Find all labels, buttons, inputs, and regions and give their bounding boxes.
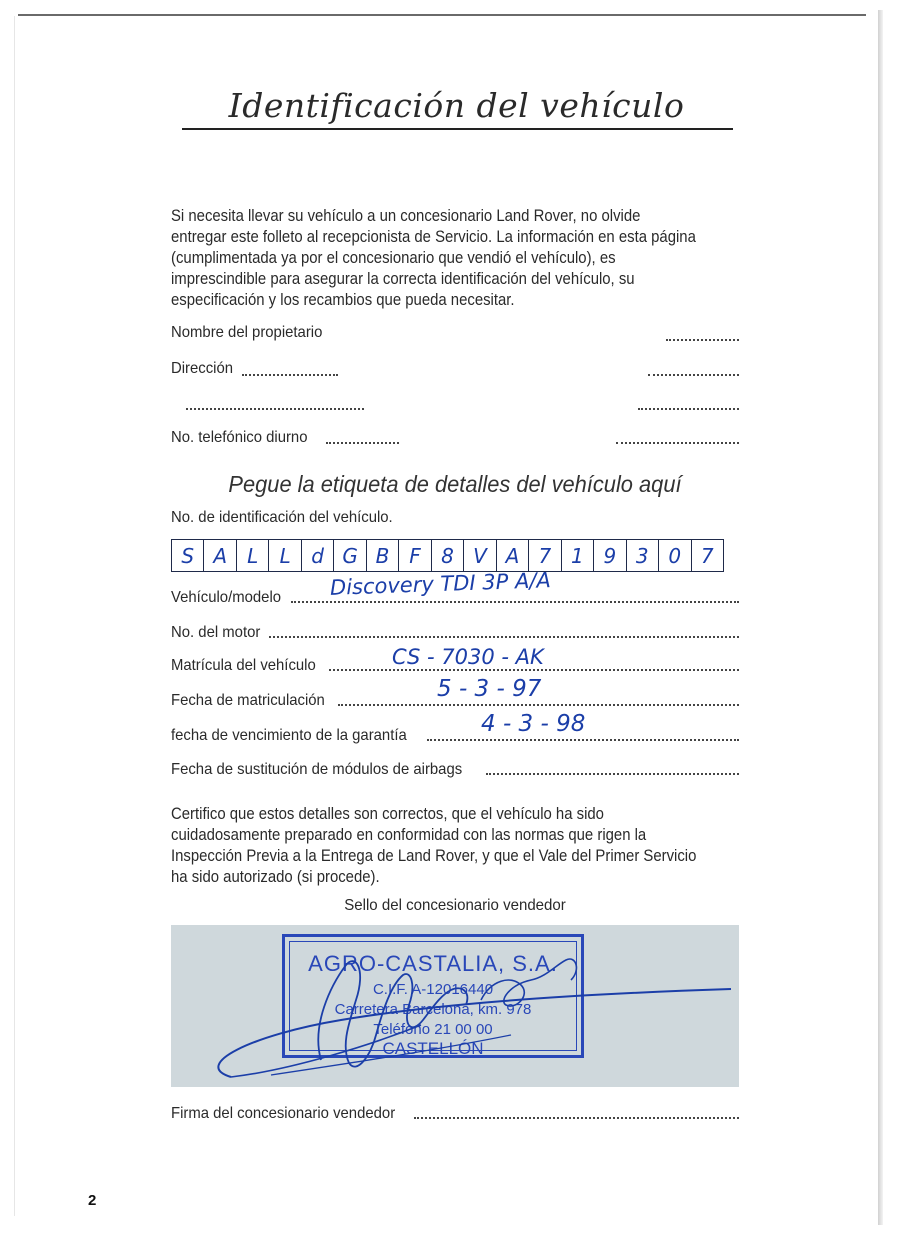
intro-line: (cumplimentada ya por el concesionario que vendió el vehículo), es (171, 249, 616, 267)
airbag-field[interactable] (171, 757, 739, 779)
vin-cell[interactable]: 1 (562, 540, 594, 571)
certification-line: ha sido autorizado (si procede). (171, 868, 380, 886)
certification-line: Inspección Previa a la Entrega de Land Rover, y que el Vale del Primer Servicio (171, 847, 697, 865)
plate-dots (329, 669, 739, 671)
intro-line: imprescindible para asegurar la correcta identificación del vehículo, su (171, 270, 635, 288)
stamp-label: Sello del concesionario vendedor (344, 897, 566, 914)
engine-label: No. del motor (171, 624, 261, 641)
vin-cell[interactable]: A (497, 540, 529, 571)
registration-date-dots (338, 704, 739, 706)
model-dots (291, 601, 739, 603)
owner-name-label: Nombre del propietario (171, 324, 323, 341)
airbag-label: Fecha de sustitución de módulos de airbags (171, 761, 463, 778)
stamp-cif: C.I.F. A-12016440 (372, 981, 494, 998)
address-dots-left (242, 374, 338, 376)
address-label: Dirección (171, 360, 234, 377)
vin-cell[interactable]: 8 (432, 540, 464, 571)
phone-dots-left (326, 442, 399, 444)
vin-cell[interactable]: 7 (529, 540, 561, 571)
model-label: Vehículo/modelo (171, 589, 282, 606)
vin-label: No. de identificación del vehículo. (171, 509, 393, 526)
stamp-company: AGRO-CASTALIA, S.A. (308, 951, 558, 976)
phone-dots-right (616, 442, 739, 444)
vin-cell[interactable]: d (302, 540, 334, 571)
vin-cell[interactable]: 7 (700, 543, 714, 568)
warranty-dots (427, 739, 740, 741)
vin-cell[interactable]: B (367, 540, 399, 571)
airbag-dots (486, 773, 739, 775)
address-dots-right (648, 374, 739, 376)
intro-line: Si necesita llevar su vehículo a un concesionario Land Rover, no olvide (171, 207, 641, 225)
certification-line: Certifico que estos detalles son correctos, que el vehículo ha sido (171, 805, 604, 823)
stamp-road: Carretera Barcelona, km. 978 (334, 1001, 532, 1018)
engine-dots (269, 636, 739, 638)
vin-cell[interactable]: L (269, 540, 301, 571)
page-top-edge (18, 14, 866, 16)
page-left-edge (14, 16, 15, 1216)
title-underline (182, 128, 733, 130)
vin-cell[interactable]: 9 (594, 540, 626, 571)
vin-grid[interactable] (171, 539, 724, 572)
stamp-city: CASTELLÓN (382, 1039, 484, 1058)
vin-cell[interactable]: L (237, 540, 269, 571)
warranty-handwritten: 4 - 3 - 98 (481, 711, 586, 737)
owner-name-field[interactable] (171, 320, 739, 342)
page-number: 2 (88, 1192, 97, 1209)
sticker-heading: Pegue la etiqueta de detalles del vehículo aquí (228, 471, 682, 497)
dealer-stamp-area (171, 925, 739, 1087)
dealer-signature-dots (414, 1117, 739, 1119)
dealer-signature-label: Firma del concesionario vendedor (171, 1105, 396, 1122)
stamp-phone: Teléfono 21 00 00 (373, 1021, 493, 1038)
page-right-edge (878, 10, 883, 1225)
certification-paragraph (171, 804, 705, 888)
address-line2-dots-right (638, 408, 739, 410)
dealer-signature-field[interactable] (171, 1101, 739, 1123)
intro-line: entregar este folleto al recepcionista de Servicio. La información en esta página (171, 228, 696, 246)
warranty-field[interactable] (171, 723, 739, 745)
vin-cell[interactable]: G (334, 540, 366, 571)
vin-cell[interactable]: V (464, 540, 496, 571)
plate-label: Matrícula del vehículo (171, 657, 316, 674)
registration-date-handwritten: 5 - 3 - 97 (437, 676, 542, 702)
vin-cell[interactable]: S (172, 540, 204, 571)
vin-cell[interactable]: 0 (659, 540, 691, 571)
registration-date-label: Fecha de matriculación (171, 692, 325, 709)
dealer-signature (171, 925, 739, 1087)
intro-paragraph (171, 206, 695, 311)
vin-cell[interactable]: 3 (627, 540, 659, 571)
address-line2-dots-left (186, 408, 364, 410)
page-title: Identificación del vehículo (228, 86, 685, 125)
vin-cell[interactable]: F (399, 540, 431, 571)
warranty-label: fecha de vencimiento de la garantía (171, 727, 407, 744)
phone-label: No. telefónico diurno (171, 429, 308, 446)
intro-line: especificación y los recambios que pueda necesitar. (171, 291, 515, 309)
owner-name-dots (666, 339, 739, 341)
vin-cell[interactable]: A (204, 540, 236, 571)
engine-field[interactable] (171, 620, 739, 642)
certification-line: cuidadosamente preparado en conformidad con las normas que rigen la (171, 826, 647, 844)
model-handwritten: Discovery TDI 3P A/A (329, 568, 552, 600)
plate-handwritten: CS - 7030 - AK (392, 645, 544, 669)
